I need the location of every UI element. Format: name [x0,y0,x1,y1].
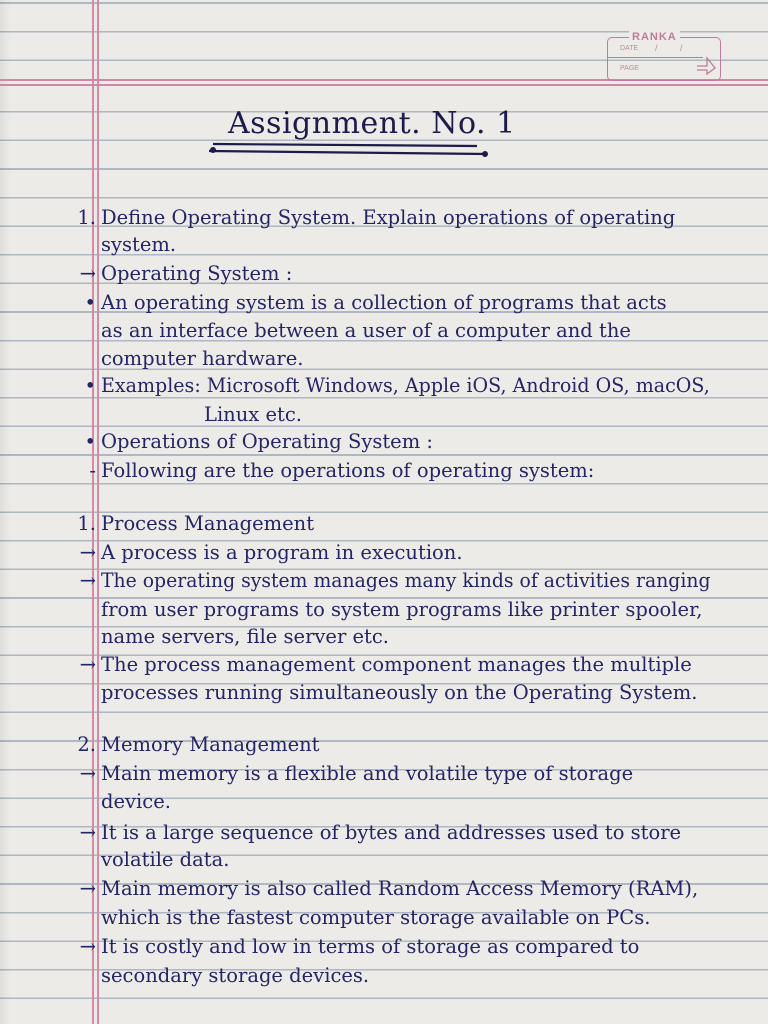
line-text: Memory Management [101,733,320,756]
page-label: PAGE [620,65,639,72]
line-text: processes running simultaneously on the Operating System. [101,681,698,704]
line-marker: → [79,653,96,676]
line-text: Operations of Operating System : [101,430,433,453]
line-marker: 1. [77,512,96,535]
line-text: secondary storage devices. [101,964,370,987]
line-text: It is costly and low in terms of storage as compared to [101,935,640,958]
line-marker: → [79,935,96,958]
line-marker: → [79,541,96,564]
line-text: The process management component manages the multiple [101,653,692,676]
line-marker: → [79,821,96,844]
line-marker: 1. [77,206,96,229]
line-text: Following are the operations of operating system: [101,459,595,482]
line-text: computer hardware. [101,347,304,370]
notebook-brand: RANKA [629,31,680,43]
line-text: It is a large sequence of bytes and addresses used to store [101,821,682,844]
margin-line-right [97,0,99,1024]
line-marker: • [84,430,96,453]
line-marker: • [84,291,96,314]
line-text: Linux etc. [204,403,302,426]
line-marker: → [79,762,96,785]
date-label: DATE [620,45,639,52]
line-text: from user programs to system programs like printer spooler, [101,598,703,621]
line-marker: 2. [77,733,96,756]
line-text: device. [101,790,171,813]
line-text: as an interface between a user of a computer and the [101,319,631,342]
line-text: Process Management [101,512,315,535]
date-value: / / [655,43,693,53]
top-rule-lower [0,84,768,86]
line-marker: → [79,877,96,900]
line-text: name servers, file server etc. [101,625,389,648]
line-text: Operating System : [101,262,293,285]
line-marker: - [89,459,96,482]
line-text: system. [101,233,177,256]
assignment-title: Assignment. No. 1 [228,106,516,141]
line-text: An operating system is a collection of programs that acts [101,291,667,314]
line-text: which is the fastest computer storage available on PCs. [101,906,651,929]
date-page-divider [608,57,703,58]
line-text: Main memory is a flexible and volatile type of storage [101,762,634,785]
line-marker: → [79,262,96,285]
page-arrow-icon [695,52,717,76]
line-text: The operating system manages many kinds of activities ranging [101,569,711,592]
line-text: Main memory is also called Random Access Memory (RAM), [101,877,699,900]
line-text: A process is a program in execution. [101,541,463,564]
line-text: Examples: Microsoft Windows, Apple iOS, Android OS, macOS, [101,374,710,397]
line-text: volatile data. [101,848,230,871]
title-underline [205,140,500,162]
line-marker: • [84,374,96,397]
line-text: Define Operating System. Explain operations of operating [101,206,676,229]
line-marker: → [79,569,96,592]
